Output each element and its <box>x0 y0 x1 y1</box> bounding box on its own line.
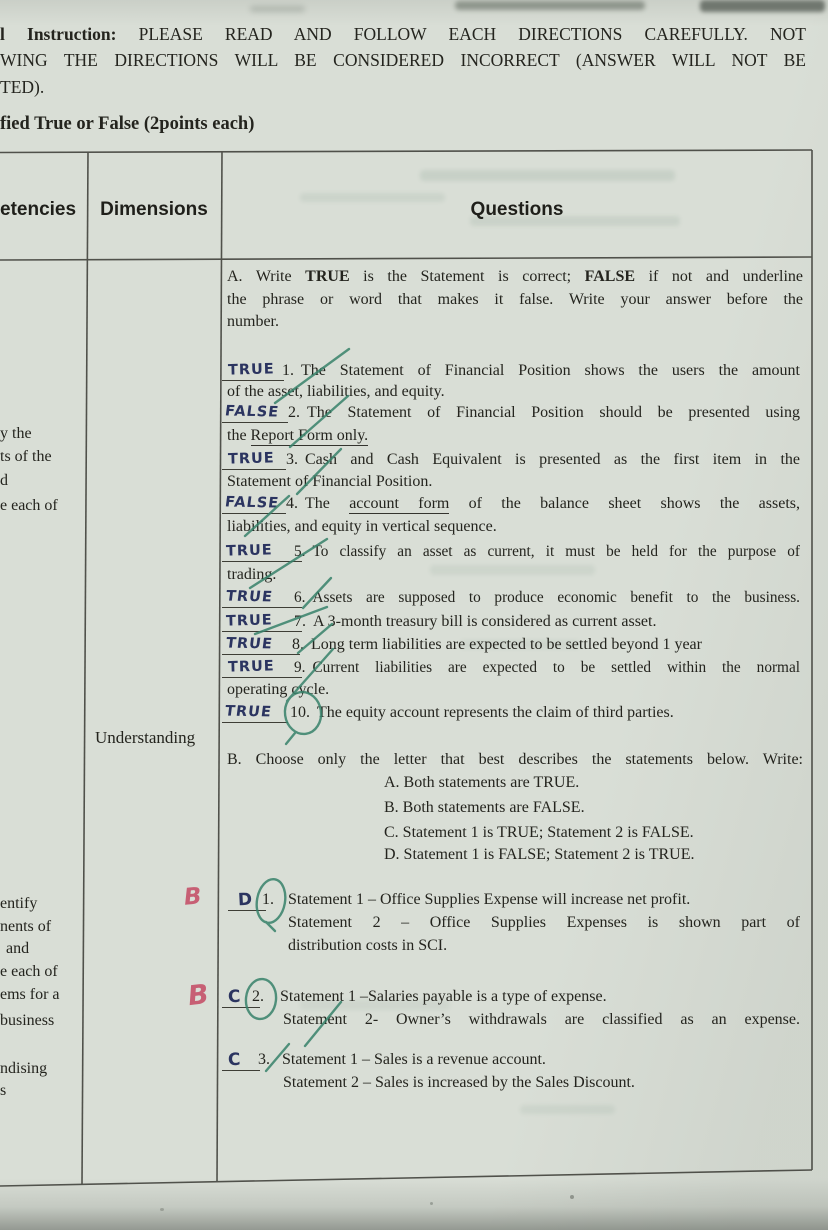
question-line: 2. The Statement of Financial Position should be presented using <box>288 404 800 421</box>
handwritten-answer: TRUE <box>227 361 275 379</box>
answer-blank <box>222 677 302 678</box>
question-number: 3. <box>258 1051 270 1068</box>
paper-speck <box>430 1202 433 1205</box>
answer-blank <box>222 380 284 381</box>
question-line: Statement 2- Owner’s withdrawals are classified as an expense. <box>283 1011 800 1028</box>
underlined-phrase: account form <box>349 495 450 512</box>
competency-fragment: d <box>0 472 8 489</box>
general-instruction-line1: l Instruction: PLEASE READ AND FOLLOW EACH DIRECTIONS CAREFULLY. NOT <box>0 24 806 44</box>
question-number: 10. <box>290 704 310 721</box>
handwritten-answer: TRUE <box>223 703 273 721</box>
question-line: 4. The account form of the balance sheet shows the assets, <box>286 495 800 512</box>
handwritten-answer: TRUE <box>225 542 273 560</box>
column-header-dimensions: Dimensions <box>100 199 208 220</box>
question-line: 7. A 3-month treasury bill is considered as current asset. <box>294 613 657 630</box>
question-number: 8. <box>292 636 304 653</box>
part-b-heading: B. Choose only the letter that best describes the statements below. Write: <box>227 751 803 768</box>
question-number: 5. <box>294 543 306 560</box>
answer-blank <box>228 910 266 911</box>
checker-mark: B <box>186 978 211 1013</box>
paper-speck <box>570 1195 574 1199</box>
question-line: 1. The Statement of Financial Position shows the users the amount <box>282 362 800 379</box>
ink-bleedthrough <box>700 0 825 12</box>
handwritten-answer: FALSE <box>223 403 281 421</box>
competency-fragment: business <box>0 1012 55 1029</box>
competency-fragment: entify <box>0 895 38 912</box>
question-number: 3. <box>286 451 298 468</box>
handwritten-answer: C <box>227 986 242 1008</box>
column-header-questions: Questions <box>470 199 564 220</box>
handwritten-answer: D <box>237 889 254 911</box>
underlined-phrase: Report Form only. <box>250 427 369 444</box>
question-line: trading. <box>227 566 277 583</box>
answer-blank <box>222 631 302 632</box>
part-b-option: B. Both statements are FALSE. <box>384 799 585 816</box>
question-line: liabilities, and equity in vertical sequence. <box>227 518 497 535</box>
competency-fragment: s <box>0 1082 7 1099</box>
answer-blank <box>222 469 286 470</box>
competency-fragment: ts of the <box>0 448 52 465</box>
general-instruction-line3: TED). <box>0 77 45 97</box>
question-line: Statement 1 – Office Supplies Expense will increase net profit. <box>288 891 691 908</box>
question-line: Statement 2 – Sales is increased by the Sales Discount. <box>283 1074 635 1091</box>
answer-blank <box>222 513 286 514</box>
handwritten-answer: TRUE <box>227 658 275 676</box>
answer-blank <box>222 722 288 723</box>
competency-fragment: nents of <box>0 918 52 935</box>
question-line: distribution costs in SCI. <box>288 937 448 954</box>
question-line: Statement 1 – Sales is a revenue account. <box>282 1051 546 1068</box>
handwritten-answer: TRUE <box>225 612 273 630</box>
competency-fragment: ndising <box>0 1060 48 1077</box>
question-number: 1. <box>282 362 294 379</box>
question-line: the Report Form only. <box>227 427 369 444</box>
section-title: fied True or False (2points each) <box>0 114 255 134</box>
question-number: 6. <box>294 589 306 606</box>
question-number: 7. <box>294 613 306 630</box>
answer-blank <box>222 422 288 423</box>
question-line: 3. Cash and Cash Equivalent is presented as the first item in the <box>286 451 800 468</box>
instruction-label: l Instruction: <box>0 24 117 44</box>
part-a-instruction-line1: A. Write TRUE is the Statement is correct; FALSE if not and underline <box>227 268 803 285</box>
part-b-option: D. Statement 1 is FALSE; Statement 2 is TRUE. <box>384 846 695 863</box>
checker-mark: B <box>182 883 203 911</box>
competency-fragment: e each of <box>0 497 58 514</box>
handwritten-answer: TRUE <box>224 588 274 606</box>
dimension-label: Understanding <box>95 728 196 747</box>
ink-bleedthrough <box>520 1105 615 1114</box>
ink-bleedthrough <box>420 170 675 181</box>
ink-bleedthrough <box>430 565 595 575</box>
part-a-instruction-line3: number. <box>227 313 279 330</box>
question-line: 5. To classify an asset as current, it must be held for the purpose of <box>294 543 800 560</box>
answer-blank <box>222 654 300 655</box>
question-line: Statement 1 –Salaries payable is a type of expense. <box>280 988 607 1005</box>
paper-speck <box>160 1208 164 1211</box>
question-line: of the asset, liabilities, and equity. <box>227 383 445 400</box>
question-line: Statement of Financial Position. <box>227 473 433 490</box>
part-a-instruction-line2: the phrase or word that makes it false. Write your answer before the <box>227 291 803 308</box>
question-line: Statement 2 – Office Supplies Expenses is shown part of <box>288 914 800 931</box>
question-number: 1. <box>262 891 274 908</box>
ink-bleedthrough <box>455 1 645 10</box>
question-line: 8. Long term liabilities are expected to be settled beyond 1 year <box>292 636 702 653</box>
question-line: 10. The equity account represents the claim of third parties. <box>290 704 674 721</box>
question-line: operating cycle. <box>227 681 330 698</box>
question-number: 9. <box>294 659 306 676</box>
answer-blank <box>222 561 302 562</box>
ink-bleedthrough <box>250 6 305 12</box>
part-b-option: C. Statement 1 is TRUE; Statement 2 is FALSE. <box>384 824 694 841</box>
competency-fragment: e each of <box>0 963 58 980</box>
answer-blank <box>222 607 302 608</box>
handwritten-answer: TRUE <box>227 450 275 468</box>
general-instruction-line2: WING THE DIRECTIONS WILL BE CONSIDERED INCORRECT (ANSWER WILL NOT BE <box>0 50 806 70</box>
competency-fragment: y the <box>0 425 32 442</box>
competency-fragment: ems for a <box>0 986 60 1003</box>
question-line: 6. Assets are supposed to produce economic benefit to the business. <box>294 589 800 606</box>
question-number: 2. <box>252 988 264 1005</box>
question-number: 2. <box>288 404 300 421</box>
handwritten-answer: FALSE <box>223 494 281 512</box>
question-number: 4. <box>286 495 298 512</box>
part-b-option: A. Both statements are TRUE. <box>384 774 580 791</box>
handwritten-answer: TRUE <box>224 635 274 653</box>
handwritten-answer: C <box>227 1049 242 1071</box>
competency-fragment: and <box>6 940 30 957</box>
question-line: 9. Current liabilities are expected to be settled within the normal <box>294 659 800 676</box>
column-header-competencies: etencies <box>0 199 77 220</box>
